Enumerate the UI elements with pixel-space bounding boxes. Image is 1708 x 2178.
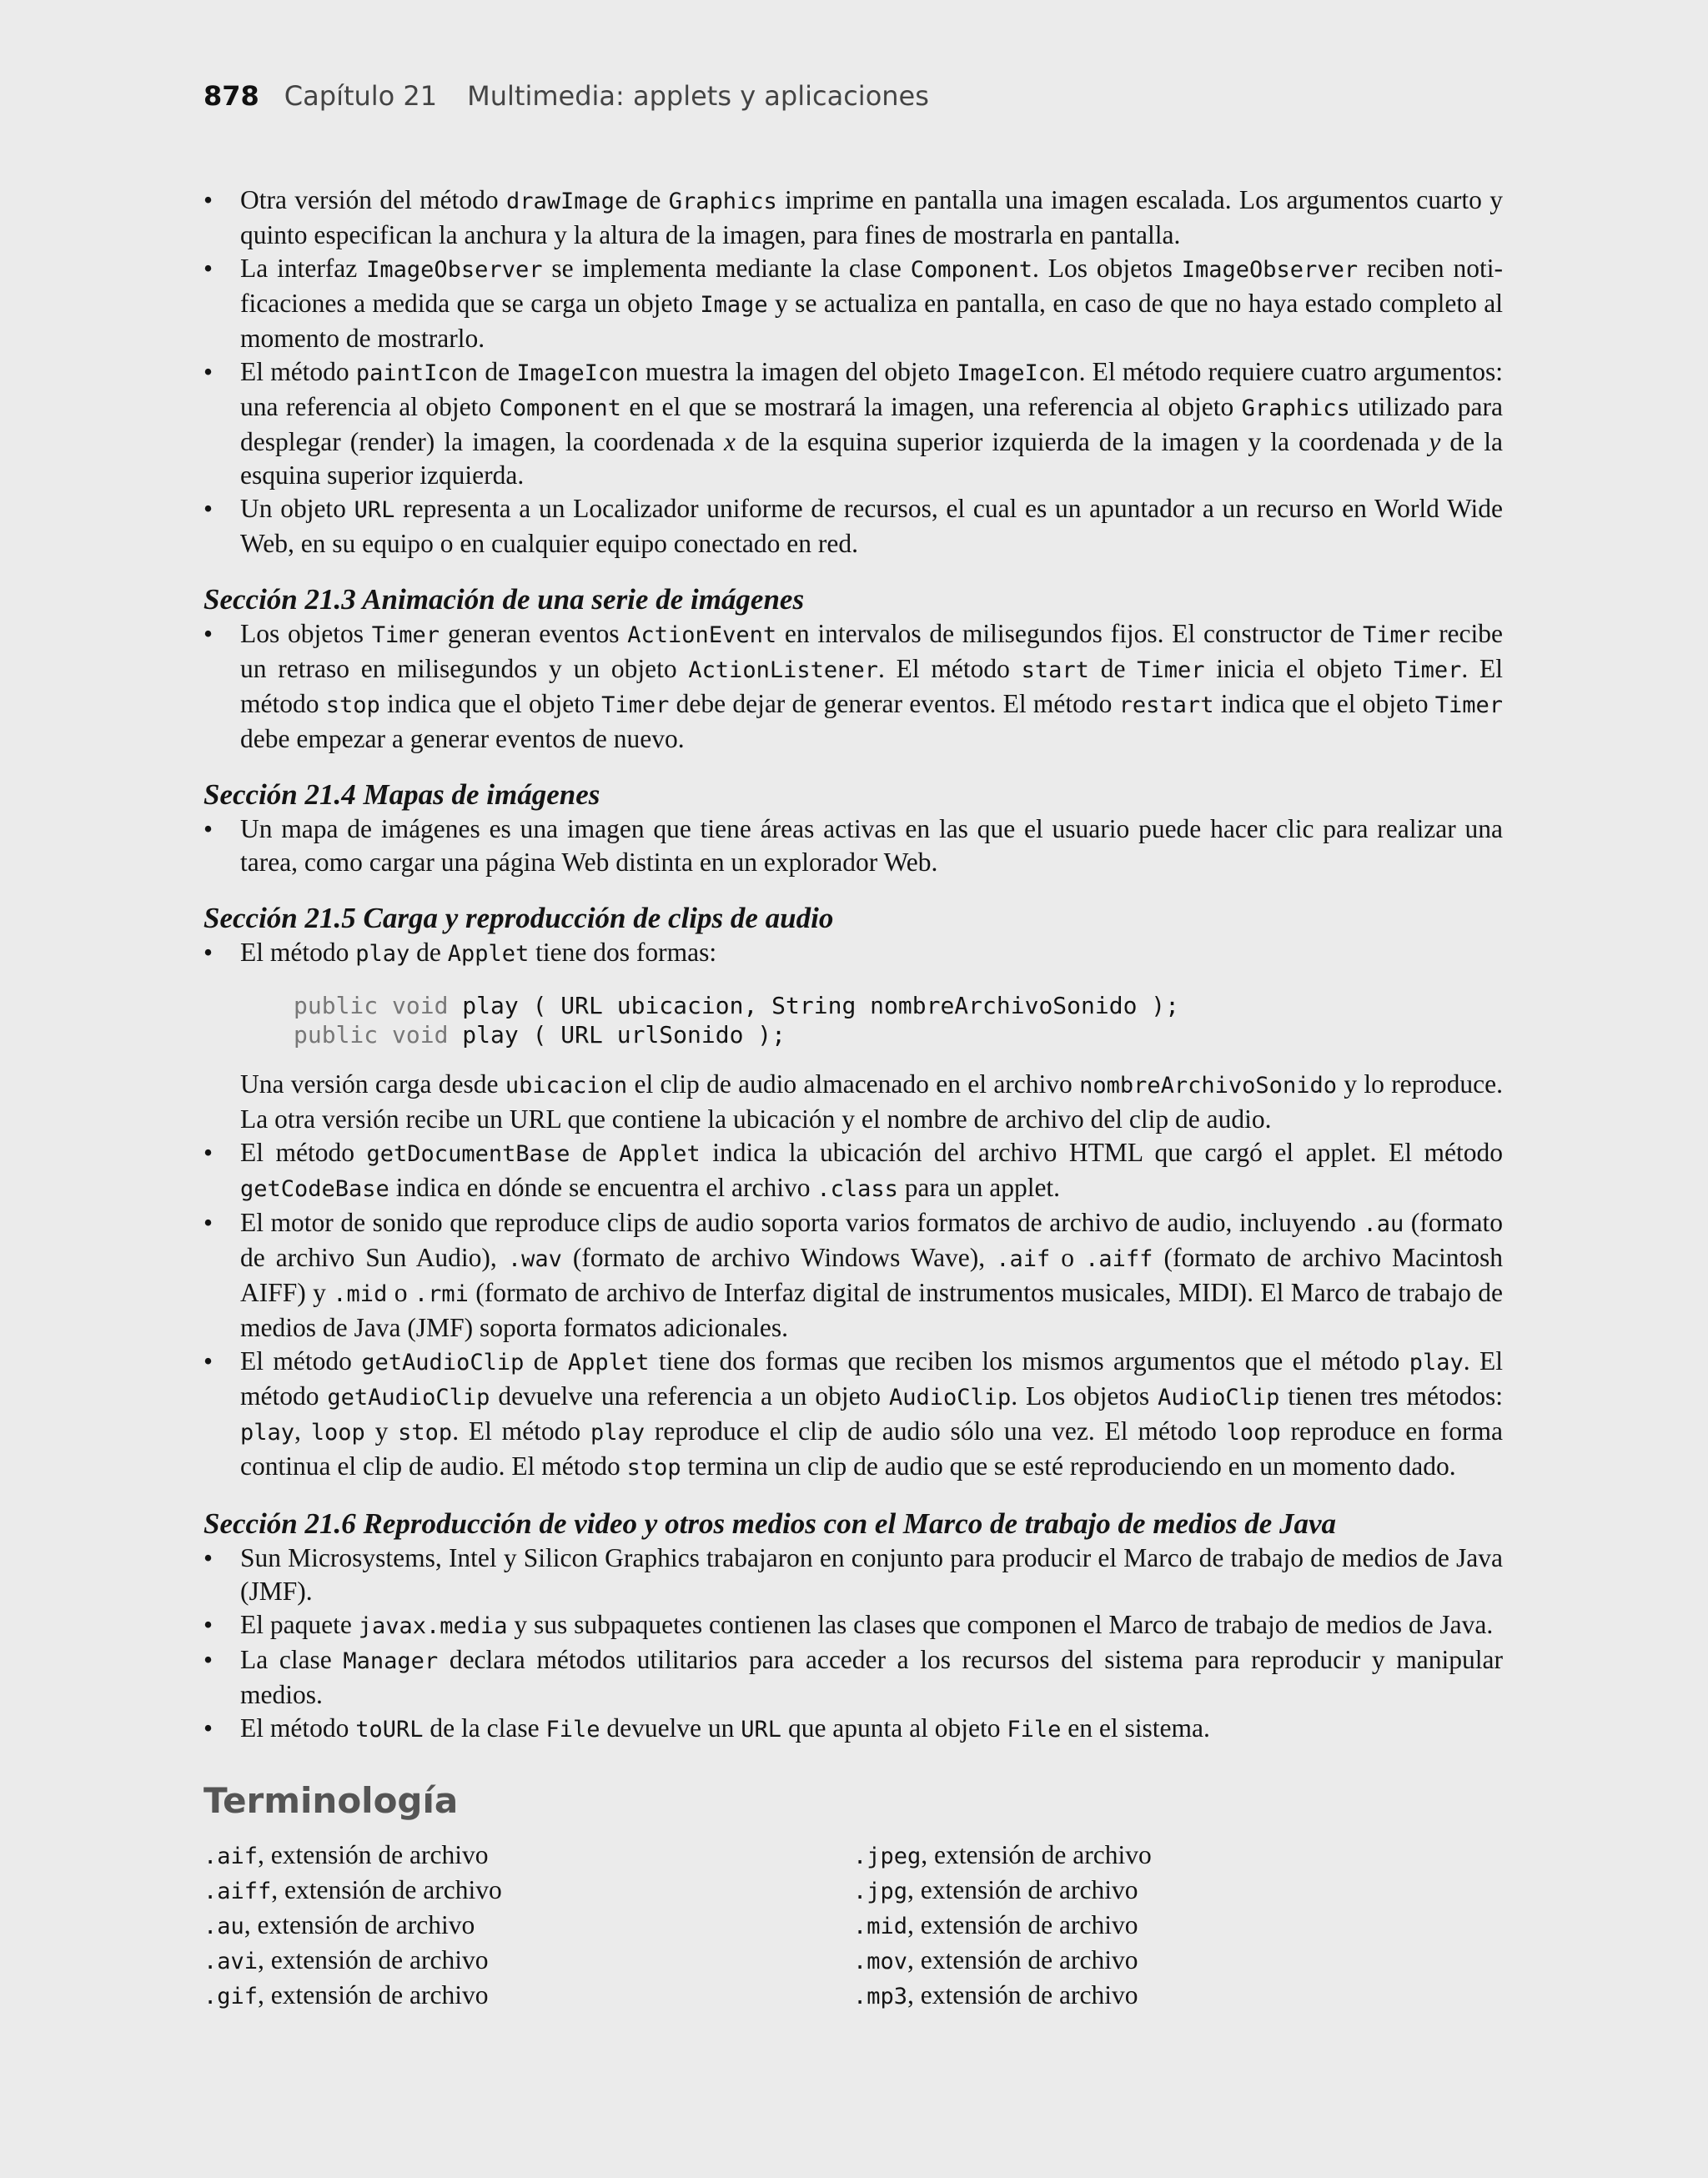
list-item: • Un mapa de imágenes es una imagen que tiene áreas activas en las que el usuario puede hacer clic para realizar una tarea, como cargar una página Web distinta en un explorador Web. [203, 812, 1503, 879]
running-header [203, 80, 929, 112]
list-item: • Los objetos Timer generan eventos ActionEvent en intervalos de milisegundos fijos. El constructor de Timer recibe un retraso en milisegundos y un objeto ActionListener. El método start de Timer inicia el objeto Timer. El método stop indica que el objeto Timer debe dejar de generar eventos. El método restart indica que el objeto Timer debe empezar a generar eventos de nuevo. [203, 617, 1503, 756]
term-item: .mp3, extensión de archivo [853, 1980, 1138, 2009]
term-item: .mov, extensión de archivo [853, 1945, 1138, 1974]
list-item: • El método getDocumentBase de Applet indica la ubicación del archivo HTML que cargó el applet. El método getCodeBase indica en dónde se encuentra el archivo .class para un applet. [203, 1136, 1503, 1206]
term-item: .jpeg, extensión de archivo [853, 1840, 1152, 1869]
paragraph: Una versión carga desde ubicacion el clip de audio almacenado en el archivo nombreArchivoSonido y lo reproduce. La otra versión recibe un URL que contiene la ubicación y el nombre de archivo del clip de audio. [240, 1069, 1503, 1134]
terminology-column-right [853, 1838, 1503, 2014]
chapter-label: Capítulo 21 [284, 80, 438, 112]
list-item: • El método play de Applet tiene dos formas: [203, 936, 1503, 971]
terminology-list [203, 1838, 1503, 2014]
list-item: • Un objeto URL representa a un Localizador uniforme de recursos, el cual es un apuntador a un recurso en World Wide Web, en su equipo o en cualquier equipo conectado en red. [203, 492, 1503, 561]
list-item: • La interfaz ImageObserver se implementa mediante la clase Component. Los objetos ImageObserver reciben notificaciones a medida que se carga un objeto Image y se actualiza en pantalla, en caso de que no haya estado completo al momento de mostrarlo. [203, 252, 1503, 355]
section-heading: Sección 21.5 Carga y reproducción de clips de audio [203, 902, 834, 934]
list-item: • La clase Manager declara métodos utilitarios para acceder a los recursos del sistema para reproducir y manipular medios. [203, 1643, 1503, 1712]
list-item: • El método toURL de la clase File devuelve un URL que apunta al objeto File en el sistema. [203, 1712, 1503, 1747]
term-item: .gif, extensión de archivo [203, 1980, 489, 2009]
terminology-column-left [203, 1838, 853, 2014]
term-item: .jpg, extensión de archivo [853, 1875, 1138, 1904]
list-item: • Otra versión del método drawImage de Graphics imprime en pantalla una imagen escalada. Los argumentos cuarto y quinto especifican la anchura y la altura de la imagen, para fines de mostrarla en pantalla. [203, 184, 1503, 252]
chapter-title: Multimedia: applets y aplicaciones [467, 80, 929, 112]
code-line: public void play ( URL ubicacion, String nombreArchivoSonido ); [294, 992, 1180, 1019]
section-heading: Sección 21.6 Reproducción de video y otros medios con el Marco de trabajo de medios de Java [203, 1507, 1337, 1540]
list-item: • El método getAudioClip de Applet tiene dos formas que reciben los mismos argumentos que el método play. El método getAudioClip devuelve una referencia a un objeto AudioClip. Los objetos AudioClip tienen tres métodos: play, loop y stop. El método play reproduce el clip de audio sólo una vez. El método loop reproduce en forma continua el clip de audio. El método stop termina un clip de audio que se esté reproduciendo en un momento dado. [203, 1345, 1503, 1485]
page-number: 878 [203, 80, 259, 112]
page-body [203, 184, 1503, 2014]
terminology-heading: Terminología [203, 1780, 459, 1821]
list-item: • Sun Microsystems, Intel y Silicon Graphics trabajaron en conjunto para producir el Marco de trabajo de medios de Java (JMF). [203, 1542, 1503, 1608]
term-item: .au, extensión de archivo [203, 1910, 475, 1939]
term-item: .avi, extensión de archivo [203, 1945, 489, 1974]
list-item: • El motor de sonido que reproduce clips de audio soporta varios formatos de archivo de audio, incluyendo .au (formato de archivo Sun Audio), .wav (formato de archivo Windows Wave), .aif o .aiff (formato de archivo Macintosh AIFF) y .mid o .rmi (formato de archivo de Interfaz digital de instrumentos musicales, MIDI). El Marco de trabajo de medios de Java (JMF) soporta formatos adicionales. [203, 1206, 1503, 1345]
list-item: • El método paintIcon de ImageIcon muestra la imagen del objeto ImageIcon. El método requiere cuatro argumentos: una referencia al objeto Component en el que se mostrará la imagen, una referencia al objeto Graphics utilizado para desplegar (render) la imagen, la coordenada x de la esquina superior izquierda de la imagen y la coordenada y de la esquina superior izquierda. [203, 355, 1503, 492]
term-item: .aiff, extensión de archivo [203, 1875, 502, 1904]
code-block [203, 991, 1503, 1049]
section-heading: Sección 21.3 Animación de una serie de imágenes [203, 583, 805, 616]
code-line: public void play ( URL urlSonido ); [294, 1021, 786, 1049]
list-item: • El paquete javax.media y sus subpaquetes contienen las clases que componen el Marco de trabajo de medios de Java. [203, 1608, 1503, 1643]
section-heading: Sección 21.4 Mapas de imágenes [203, 778, 600, 811]
term-item: .mid, extensión de archivo [853, 1910, 1138, 1939]
term-item: .aif, extensión de archivo [203, 1840, 489, 1869]
